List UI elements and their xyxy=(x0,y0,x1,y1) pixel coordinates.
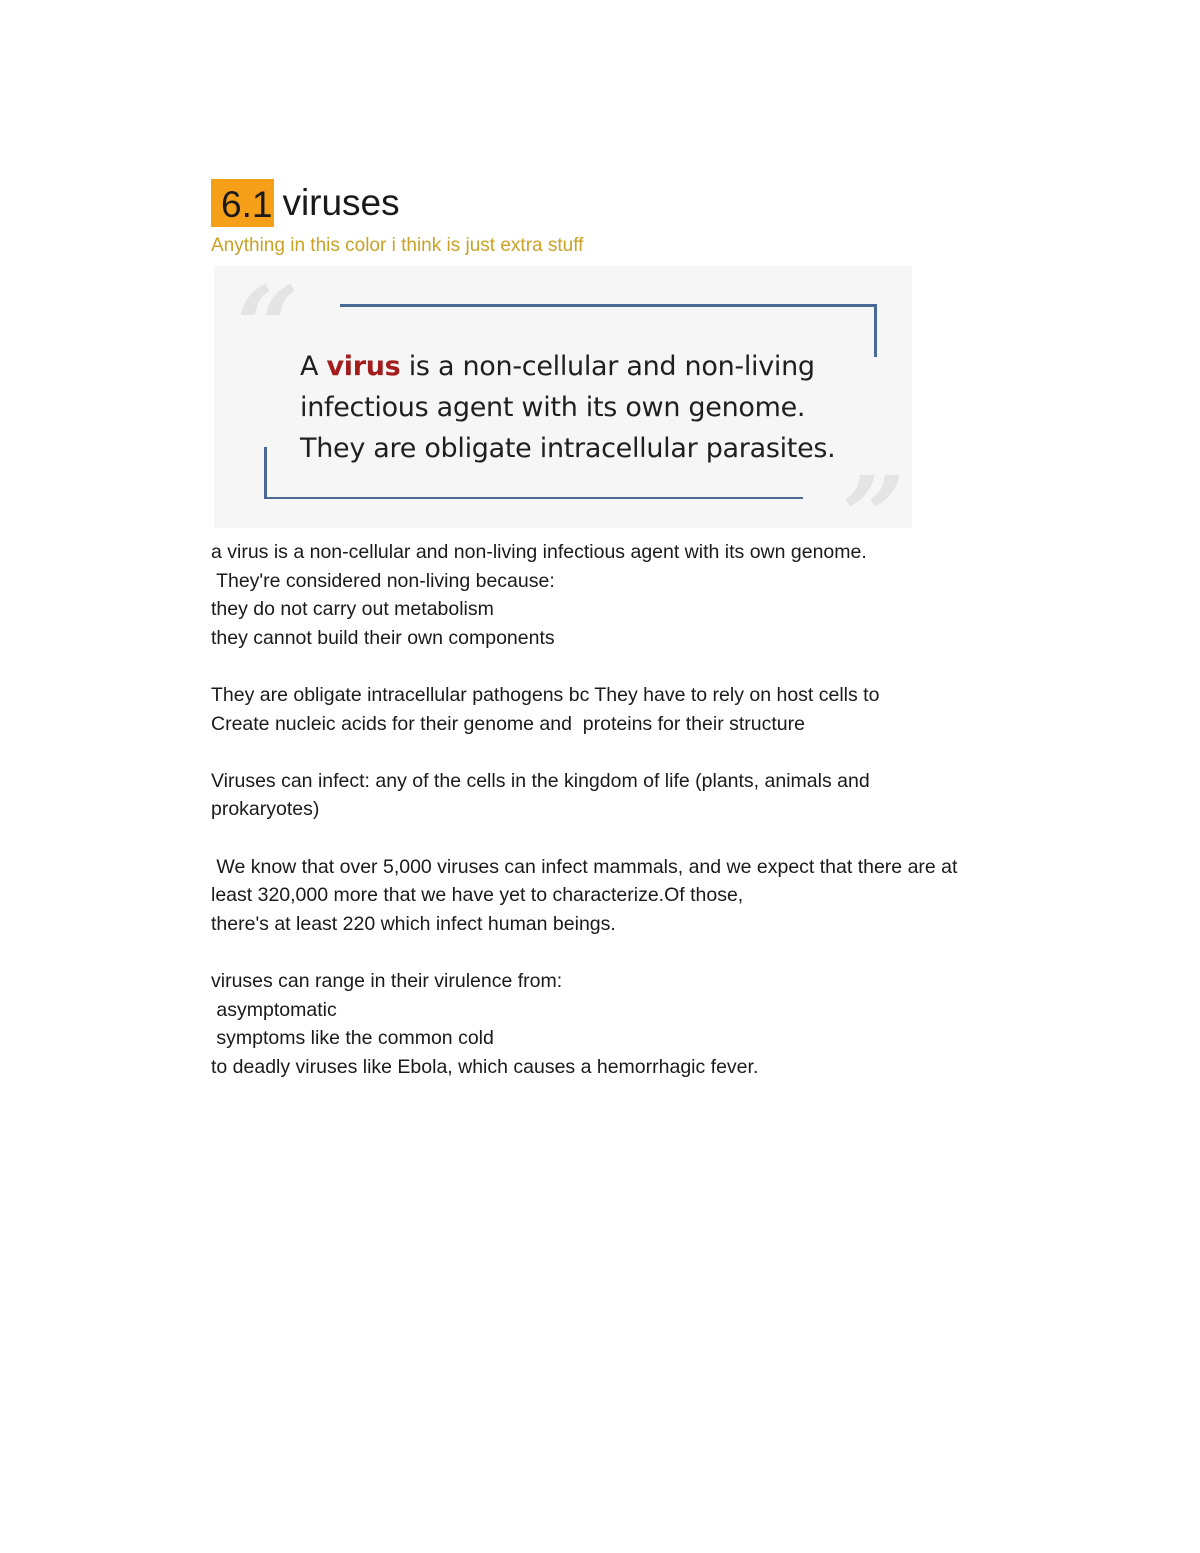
body-line: least 320,000 more that we have yet to characterize.Of those, xyxy=(211,884,744,907)
color-legend-note: Anything in this color i think is just extra stuff xyxy=(211,235,584,256)
open-quote-icon: “ xyxy=(236,262,300,391)
body-line: there's at least 220 which infect human beings. xyxy=(211,912,616,935)
paragraph-gap xyxy=(211,938,1061,967)
paragraph-gap xyxy=(211,738,1061,767)
body-line: Viruses can infect: any of the cells in the kingdom of life (plants, animals and xyxy=(211,769,870,792)
body-line: They're considered non-living because: xyxy=(211,569,555,592)
body-line: asymptomatic xyxy=(211,998,337,1021)
body-line: We know that over 5,000 viruses can infect mammals, and we expect that there are at xyxy=(211,855,958,878)
quote-text xyxy=(300,346,890,469)
quote-line-2: infectious agent with its own genome. xyxy=(300,392,806,423)
section-title: viruses xyxy=(282,182,400,223)
quote-lead: A xyxy=(300,351,327,382)
body-line: Create nucleic acids for their genome and proteins for their structure xyxy=(211,712,805,735)
close-quote-icon: ” xyxy=(842,452,906,581)
notes-body xyxy=(211,538,1061,1081)
paragraph-gap xyxy=(211,824,1061,853)
body-line: to deadly viruses like Ebola, which causes a hemorrhagic fever. xyxy=(211,1055,759,1078)
section-heading xyxy=(211,178,400,228)
quote-line-1 xyxy=(300,346,890,387)
body-line: they do not carry out metabolism xyxy=(211,598,494,621)
body-line: viruses can range in their virulence from: xyxy=(211,969,563,992)
body-line: they cannot build their own components xyxy=(211,626,555,649)
quote-highlight-word: virus xyxy=(326,351,401,382)
paragraph-gap xyxy=(211,652,1061,681)
quote-line-1-rest: is a non-cellular and non-living xyxy=(400,351,815,382)
body-line: symptoms like the common cold xyxy=(211,1027,494,1050)
body-line: prokaryotes) xyxy=(211,798,320,821)
body-line: They are obligate intracellular pathogens bc They have to rely on host cells to xyxy=(211,683,880,706)
body-line: a virus is a non-cellular and non-living infectious agent with its own genome. xyxy=(211,541,867,563)
section-number: 6.1 xyxy=(211,179,274,227)
quote-line-3: They are obligate intracellular parasites. xyxy=(300,433,836,464)
